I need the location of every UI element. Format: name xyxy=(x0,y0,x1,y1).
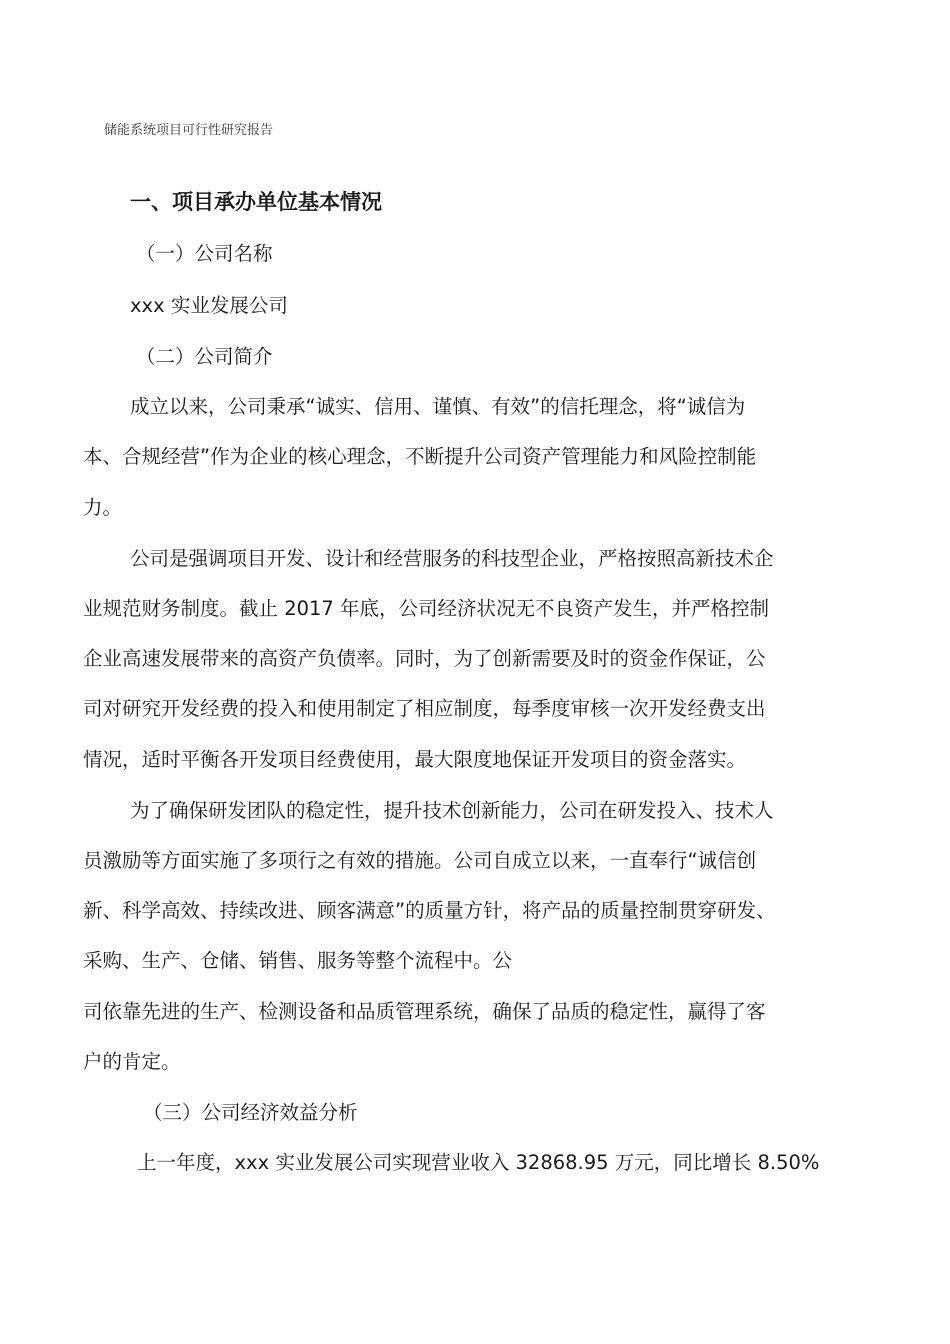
paragraph-line: 采购、生产、仓储、销售、服务等整个流程中。公 xyxy=(83,949,513,972)
paragraph-line: 情况，适时平衡各开发项目经费使用，最大限度地保证开发项目的资金落实。 xyxy=(83,748,747,771)
paragraph-line: 成立以来，公司秉承“诚实、信用、谨慎、有效”的信托理念，将“诚信为 xyxy=(130,395,746,418)
paragraph-line: 上一年度，xxx 实业发展公司实现营业收入 32868.95 万元，同比增长 8.50% xyxy=(137,1151,820,1174)
paragraph-line: 力。 xyxy=(83,496,123,519)
paragraph-line: 户的肯定。 xyxy=(83,1050,181,1073)
paragraph-line: 本、合规经营”作为企业的核心理念，不断提升公司资产管理能力和风险控制能 xyxy=(83,445,757,468)
subsection-company-name: （一）公司名称 xyxy=(136,242,273,265)
paragraph-line: 员激励等方面实施了多项行之有效的措施。公司自成立以来，一直奉行“诚信创 xyxy=(83,849,757,872)
paragraph-line: 为了确保研发团队的稳定性，提升技术创新能力，公司在研发投入、技术人 xyxy=(130,799,774,822)
subsection-company-profile: （二）公司简介 xyxy=(136,345,273,368)
paragraph-line: 司依靠先进的生产、检测设备和品质管理系统，确保了品质的稳定性，赢得了客 xyxy=(83,1000,766,1023)
paragraph-line: 公司是强调项目开发、设计和经营服务的科技型企业，严格按照高新技术企 xyxy=(130,547,774,570)
company-name: xxx 实业发展公司 xyxy=(130,294,288,317)
section-heading: 一、项目承办单位基本情况 xyxy=(130,190,382,214)
paragraph-line: 新、科学高效、持续改进、顾客满意”的质量方针，将产品的质量控制贯穿研发、 xyxy=(83,899,776,922)
paragraph-line: 企业高速发展带来的高资产负债率。同时，为了创新需要及时的资金作保证，公 xyxy=(83,647,766,670)
paragraph-line: 业规范财务制度。截止 2017 年底，公司经济状况无不良资产发生，并严格控制 xyxy=(83,597,770,620)
paragraph-line: 司对研究开发经费的投入和使用制定了相应制度，每季度审核一次开发经费支出 xyxy=(83,697,766,720)
running-header: 储能系统项目可行性研究报告 xyxy=(104,123,274,138)
subsection-economic-analysis: （三）公司经济效益分析 xyxy=(143,1101,358,1124)
